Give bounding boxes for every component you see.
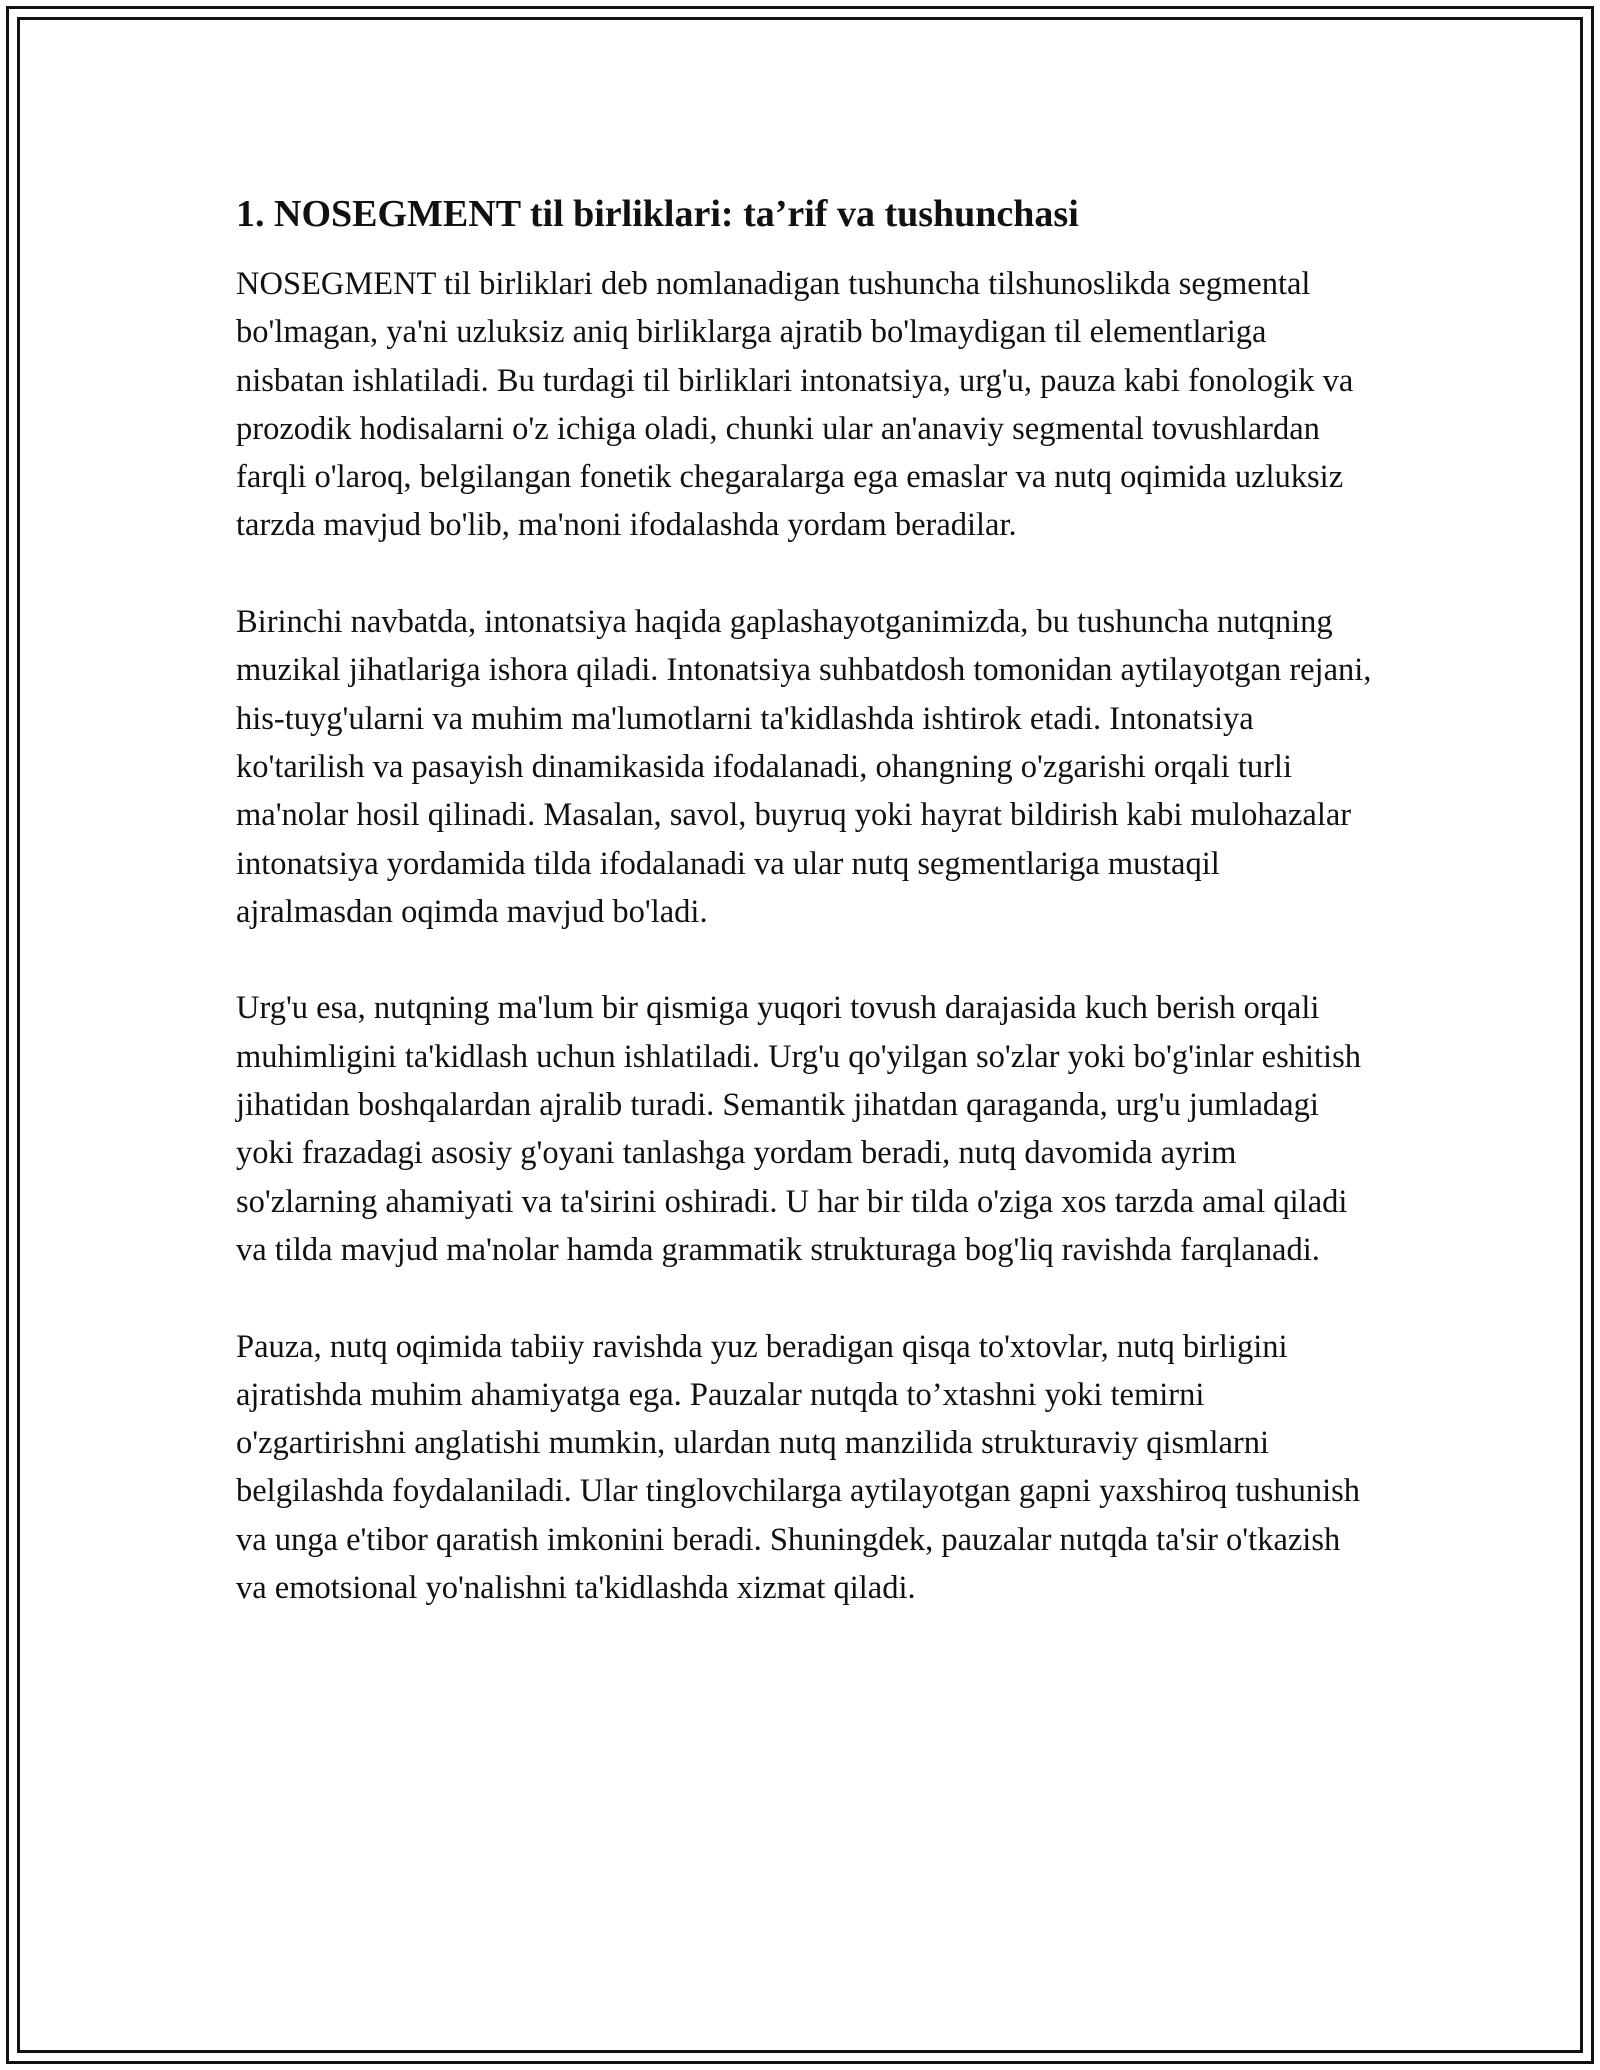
- section-heading: 1. NOSEGMENT til birliklari: ta’rif va tushunchasi: [236, 193, 1079, 235]
- paragraph-pause: Pauza, nutq oqimida tabiiy ravishda yuz beradigan qisqa to'xtovlar, nutq birligini ajratishda muhim ahamiyatga ega. Pauzalar nutqda to’xtashni yoki temirni o'zgartirishni anglatishi mumkin, ulardan nutq manzilida strukturaviy qismlarni belgilashda foydalaniladi. Ular tinglovchilarga aytilayotgan gapni yaxshiroq tushunish va unga e'tibor qaratish imkonini beradi. Shuningdek, pauzalar nutqda ta'sir o'tkazish va emotsional yo'nalishni ta'kidlashda xizmat qiladi.: [236, 1328, 1361, 1607]
- document-body: [236, 190, 1374, 1612]
- paragraph-intonation: Birinchi navbatda, intonatsiya haqida gaplashayotganimizda, bu tushuncha nutqning muzikal jihatlariga ishora qiladi. Intonatsiya suhbatdosh tomonidan aytilayotgan rejani, his-tuyg'ularni va muhim ma'lumotlarni ta'kidlashda ishtirok etadi. Intonatsiya ko'tarilish va pasayish dinamikasida ifodalanadi, ohangning o'zgarishi orqali turli ma'nolar hosil qilinadi. Masalan, savol, buyruq yoki hayrat bildirish kabi mulohazalar intonatsiya yordamida tilda ifodalanadi va ular nutq segmentlariga mustaqil ajralmasdan oqimda mavjud bo'ladi.: [236, 604, 1372, 930]
- paragraph-stress: Urg'u esa, nutqning ma'lum bir qismiga yuqori tovush darajasida kuch berish orqali muhimligini ta'kidlash uchun ishlatiladi. Urg'u qo'yilgan so'zlar yoki bo'g'inlar eshitish jihatidan boshqalardan ajralib turadi. Semantik jihatdan qaraganda, urg'u jumladagi yoki frazadagi asosiy g'oyani tanlashga yordam beradi, nutq davomida ayrim so'zlarning ahamiyati va ta'sirini oshiradi. U har bir tilda o'ziga xos tarzda amal qiladi va tilda mavjud ma'nolar hamda grammatik strukturaga bog'liq ravishda farqlanadi.: [236, 990, 1361, 1268]
- paragraph-definition: NOSEGMENT til birliklari deb nomlanadigan tushuncha tilshunoslikda segmental bo'lmagan, ya'ni uzluksiz aniq birliklarga ajratib bo'lmaydigan til elementlariga nisbatan ishlatiladi. Bu turdagi til birliklari intonatsiya, urg'u, pauza kabi fonologik va prozodik hodisalarni o'z ichiga oladi, chunki ular an'anaviy segmental tovushlardan farqli o'laroq, belgilangan fonetik chegaralarga ega emaslar va nutq oqimida uzluksiz tarzda mavjud bo'lib, ma'noni ifodalashda yordam beradilar.: [236, 266, 1354, 544]
